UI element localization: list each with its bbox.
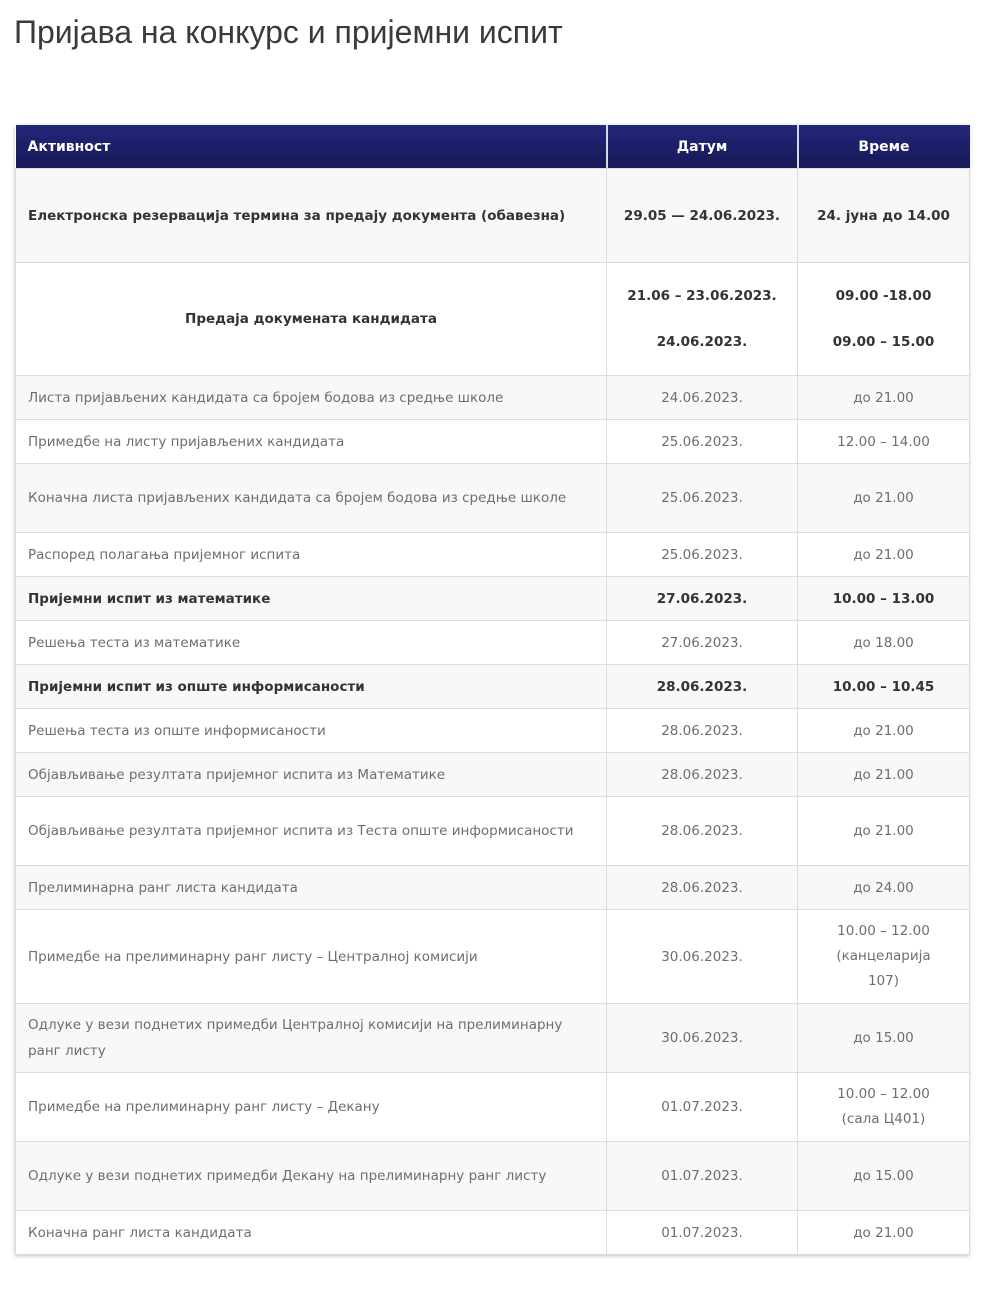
date-cell: 30.06.2023.: [607, 910, 798, 1004]
header-date: Датум: [607, 125, 798, 169]
table-row: [16, 577, 970, 621]
time-cell: до 21.00: [798, 533, 970, 577]
table-row: [16, 753, 970, 797]
time-cell: до 21.00: [798, 709, 970, 753]
date-cell: 27.06.2023.: [607, 577, 798, 621]
date-cell: 24.06.2023.: [607, 376, 798, 420]
activity-cell: Коначна листа пријављених кандидата са бројем бодова из средње школе: [16, 464, 607, 533]
time-cell: до 15.00: [798, 1004, 970, 1073]
date-cell: 28.06.2023.: [607, 797, 798, 866]
table-header-row: [16, 125, 970, 169]
schedule-table-container: [15, 125, 969, 1255]
table-row: [16, 533, 970, 577]
table-row: [16, 709, 970, 753]
time-line: 10.00 – 12.00: [837, 923, 930, 939]
table-row: [16, 420, 970, 464]
activity-cell: Примедбе на прелиминарну ранг листу – Декану: [16, 1073, 607, 1142]
table-row: [16, 797, 970, 866]
date-cell: 25.06.2023.: [607, 533, 798, 577]
time-cell: до 15.00: [798, 1142, 970, 1211]
time-line: 107): [867, 973, 900, 989]
activity-cell: Пријемни испит из опште информисаности: [16, 665, 607, 709]
table-row: [16, 1073, 970, 1142]
activity-cell: Пријемни испит из математике: [16, 577, 607, 621]
table-row: [16, 1211, 970, 1255]
table-row: [16, 910, 970, 1004]
activity-cell: Прелиминарна ранг листа кандидата: [16, 866, 607, 910]
activity-cell: Електронска резервација термина за предају документа (обавезна): [16, 169, 607, 263]
time-line: 09.00 – 15.00: [832, 334, 935, 350]
table-row: [16, 621, 970, 665]
table-row: [16, 665, 970, 709]
time-cell: до 21.00: [798, 376, 970, 420]
date-cell: 28.06.2023.: [607, 709, 798, 753]
activity-cell: Решења теста из опште информисаности: [16, 709, 607, 753]
time-line: 09.00 -18.00: [835, 288, 932, 304]
time-cell: до 24.00: [798, 866, 970, 910]
time-line: (канцеларија: [836, 948, 931, 964]
date-cell: [607, 263, 798, 376]
date-cell: 01.07.2023.: [607, 1142, 798, 1211]
time-cell: [798, 263, 970, 376]
time-cell: 10.00 – 10.45: [798, 665, 970, 709]
date-cell: 25.06.2023.: [607, 464, 798, 533]
date-cell: 28.06.2023.: [607, 753, 798, 797]
date-line: 24.06.2023.: [656, 334, 748, 350]
time-line: 10.00 – 12.00: [837, 1086, 930, 1102]
table-row: [16, 376, 970, 420]
activity-cell: Листа пријављених кандидата са бројем бодова из средње школе: [16, 376, 607, 420]
time-cell: 12.00 – 14.00: [798, 420, 970, 464]
table-row: [16, 263, 970, 376]
time-line: (сала Ц401): [841, 1111, 926, 1127]
table-row: [16, 464, 970, 533]
header-time: Време: [798, 125, 970, 169]
time-cell: [798, 910, 970, 1004]
activity-cell: Предаја докумената кандидата: [16, 263, 607, 376]
table-row: [16, 866, 970, 910]
time-cell: 24. јуна до 14.00: [798, 169, 970, 263]
date-cell: 25.06.2023.: [607, 420, 798, 464]
table-row: [16, 169, 970, 263]
time-cell: до 21.00: [798, 753, 970, 797]
date-cell: 27.06.2023.: [607, 621, 798, 665]
date-cell: 01.07.2023.: [607, 1211, 798, 1255]
header-activity: Активност: [16, 125, 607, 169]
page-title: Пријава на конкурс и пријемни испит: [14, 14, 563, 50]
activity-cell: Одлуке у вези поднетих примедби Декану на прелиминарну ранг листу: [16, 1142, 607, 1211]
date-cell: 28.06.2023.: [607, 866, 798, 910]
table-row: [16, 1004, 970, 1073]
activity-cell: Распоред полагања пријемног испита: [16, 533, 607, 577]
activity-cell: Објављивање резултата пријемног испита из Теста опште информисаности: [16, 797, 607, 866]
activity-cell: Решења теста из математике: [16, 621, 607, 665]
activity-cell: Одлуке у вези поднетих примедби Централној комисији на прелиминарну ранг листу: [16, 1004, 607, 1073]
date-line: 21.06 – 23.06.2023.: [627, 288, 777, 304]
time-cell: до 18.00: [798, 621, 970, 665]
date-cell: 28.06.2023.: [607, 665, 798, 709]
activity-cell: Примедбе на листу пријављених кандидата: [16, 420, 607, 464]
schedule-table: [15, 125, 970, 1255]
time-cell: [798, 1073, 970, 1142]
time-cell: до 21.00: [798, 464, 970, 533]
time-cell: 10.00 – 13.00: [798, 577, 970, 621]
time-cell: до 21.00: [798, 1211, 970, 1255]
date-cell: 29.05 — 24.06.2023.: [607, 169, 798, 263]
activity-cell: Примедбе на прелиминарну ранг листу – Централној комисији: [16, 910, 607, 1004]
date-cell: 30.06.2023.: [607, 1004, 798, 1073]
activity-cell: Објављивање резултата пријемног испита из Математике: [16, 753, 607, 797]
activity-cell: Коначна ранг листа кандидата: [16, 1211, 607, 1255]
time-cell: до 21.00: [798, 797, 970, 866]
date-cell: 01.07.2023.: [607, 1073, 798, 1142]
table-row: [16, 1142, 970, 1211]
